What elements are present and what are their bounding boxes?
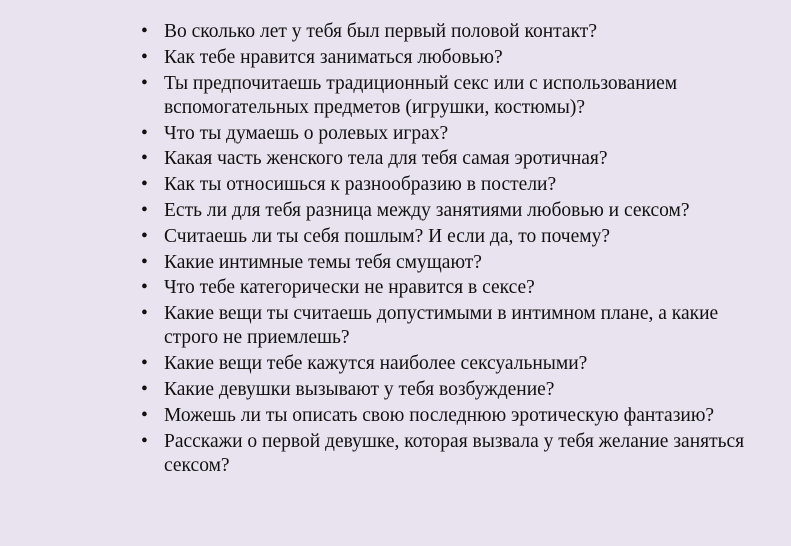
bullet-icon: • xyxy=(141,303,148,325)
question-item-7 xyxy=(141,199,761,223)
question-item-13 xyxy=(141,378,761,402)
question-item-6 xyxy=(141,173,761,197)
bullet-icon: • xyxy=(141,174,148,196)
bullet-icon: • xyxy=(141,225,148,247)
question-item-3 xyxy=(141,72,761,120)
question-item-10 xyxy=(141,276,761,300)
question-item-8 xyxy=(141,225,761,249)
bullet-icon: • xyxy=(141,199,148,221)
question-item-5 xyxy=(141,147,761,171)
question-text-8: Считаешь ли ты себя пошлым? И если да, то почему? xyxy=(164,225,611,247)
bullet-icon: • xyxy=(141,21,148,42)
question-text-15: Расскажи о первой девушке, которая вызвала у тебя желание заняться сексом? xyxy=(164,430,745,476)
bullet-icon: • xyxy=(141,148,148,170)
bullet-icon: • xyxy=(141,353,148,375)
question-text-14: Можешь ли ты описать свою последнюю эротическую фантазию? xyxy=(164,404,715,426)
question-text-10: Что тебе категорически не нравится в сексе? xyxy=(164,277,535,299)
bullet-icon: • xyxy=(141,277,148,299)
question-item-9 xyxy=(141,251,761,275)
question-item-15 xyxy=(141,430,761,478)
question-text-1: Во сколько лет у тебя был первый половой контакт? xyxy=(164,21,597,42)
question-text-5: Какая часть женского тела для тебя самая эротичная? xyxy=(164,148,608,170)
bullet-icon: • xyxy=(141,404,148,426)
question-text-9: Какие интимные темы тебя смущают? xyxy=(164,251,482,273)
bullet-icon: • xyxy=(141,72,148,94)
question-list xyxy=(141,20,761,480)
bullet-icon: • xyxy=(141,378,148,400)
question-item-4 xyxy=(141,122,761,146)
question-item-2 xyxy=(141,46,761,70)
bullet-icon: • xyxy=(141,122,148,144)
bullet-icon: • xyxy=(141,46,148,68)
question-text-2: Как тебе нравится заниматься любовью? xyxy=(164,46,503,68)
question-text-13: Какие девушки вызывают у тебя возбуждение? xyxy=(164,378,555,400)
question-item-1 xyxy=(141,20,761,44)
question-item-12 xyxy=(141,352,761,376)
question-text-6: Как ты относишься к разнообразию в постели? xyxy=(164,174,557,196)
question-text-7: Есть ли для тебя разница между занятиями любовью и сексом? xyxy=(164,199,690,221)
question-text-3: Ты предпочитаешь традиционный секс или с использованием вспомогательных предметов (игрушки, костюмы)? xyxy=(164,72,678,118)
question-text-4: Что ты думаешь о ролевых играх? xyxy=(164,122,449,144)
question-item-14 xyxy=(141,404,761,428)
question-text-12: Какие вещи тебе кажутся наиболее сексуальными? xyxy=(164,353,588,375)
bullet-icon: • xyxy=(141,430,148,452)
question-text-11: Какие вещи ты считаешь допустимыми в интимном плане, а какие строго не приемлешь? xyxy=(164,303,719,349)
question-item-11 xyxy=(141,302,761,350)
bullet-icon: • xyxy=(141,251,148,273)
